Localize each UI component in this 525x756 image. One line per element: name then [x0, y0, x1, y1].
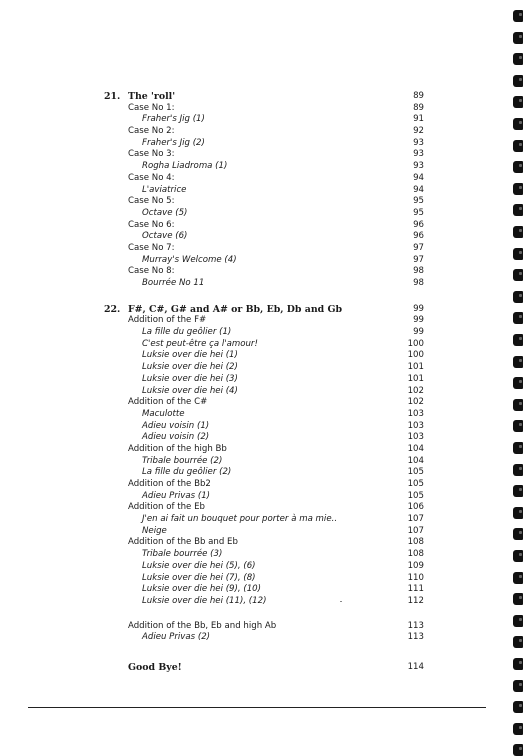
binding-ring — [513, 550, 523, 562]
toc-tune-entry — [104, 421, 424, 433]
entry-label: Case No 2: — [128, 126, 175, 137]
page-number: 105 — [407, 467, 424, 478]
entry-label: Adieu Privas (2) — [142, 632, 211, 643]
toc-tune-entry — [104, 327, 424, 339]
page-number: 95 — [413, 196, 424, 207]
page-number: 100 — [407, 350, 424, 361]
toc-subheading — [104, 243, 424, 255]
toc-tune-entry — [104, 350, 424, 362]
binding-ring — [513, 204, 523, 216]
page-number: 110 — [407, 572, 424, 583]
page-number: 96 — [413, 219, 424, 230]
binding-ring — [513, 183, 523, 195]
entry-label: Addition of the C# — [128, 397, 208, 408]
entry-label: Luksie over die hei (4) — [142, 385, 238, 396]
page-number: 94 — [413, 184, 424, 195]
section-title: F#, C#, G# and A# or Bb, Eb, Db and Gb — [128, 303, 343, 315]
binding-ring — [513, 442, 523, 454]
page-number: 104 — [407, 455, 424, 466]
page-number: 93 — [413, 137, 424, 148]
entry-label: Octave (5) — [142, 207, 188, 218]
page-number: 109 — [407, 560, 424, 571]
page-number: 105 — [407, 479, 424, 489]
binding-ring — [513, 312, 523, 324]
toc-tune-entry — [104, 596, 424, 608]
toc-tune-entry — [104, 526, 424, 538]
binding-ring — [513, 658, 523, 670]
toc-tune-entry — [104, 362, 424, 374]
toc-subheading — [104, 444, 424, 456]
binding-ring — [513, 744, 523, 756]
print-speck — [340, 601, 342, 602]
page-number: 108 — [407, 549, 424, 560]
entry-label: Luksie over die hei (1) — [142, 350, 238, 361]
entry-label: L'aviatrice — [142, 184, 187, 195]
page-number: 101 — [407, 373, 424, 384]
section-heading — [104, 304, 424, 316]
page-number: 89 — [413, 91, 424, 101]
page-number: 98 — [413, 278, 424, 288]
entry-label: Luksie over die hei (7), (8) — [142, 572, 256, 583]
toc-tune-entry — [104, 374, 424, 386]
page-number: 100 — [407, 338, 424, 349]
toc-tune-entry — [104, 456, 424, 468]
page-number: 99 — [413, 303, 424, 314]
toc-tune-entry — [104, 255, 424, 267]
page-number: 93 — [413, 149, 424, 160]
entry-label: La fille du geôlier (1) — [142, 327, 232, 338]
page-number: 91 — [413, 114, 424, 125]
entry-label: Luksie over die hei (3) — [142, 373, 238, 384]
page-number: 89 — [413, 102, 424, 113]
entry-label: Octave (6) — [142, 231, 188, 242]
section-heading — [104, 662, 424, 674]
page-number: 103 — [407, 420, 424, 431]
binding-ring — [513, 636, 523, 648]
toc-subheading — [104, 266, 424, 278]
entry-label: Addition of the Bb, Eb and high Ab — [128, 620, 277, 631]
page-number: 107 — [407, 525, 424, 536]
page-number: 114 — [407, 661, 424, 672]
entry-label: Luksie over die hei (9), (10) — [142, 584, 261, 595]
toc-subheading — [104, 220, 424, 232]
entry-label: Case No 1: — [128, 102, 175, 113]
toc-subheading — [104, 149, 424, 161]
entry-label: Addition of the Bb2 — [128, 479, 211, 489]
binding-ring — [513, 528, 523, 540]
toc-tune-entry — [104, 231, 424, 243]
entry-label: Case No 3: — [128, 149, 175, 160]
toc-tune-entry — [104, 491, 424, 503]
toc-subheading — [104, 621, 424, 633]
entry-label: Addition of the Eb — [128, 502, 205, 513]
binding-ring — [513, 399, 523, 411]
entry-label: Adieu voisin (2) — [142, 432, 210, 443]
entry-label: Case No 7: — [128, 242, 175, 253]
page-number: 106 — [407, 502, 424, 513]
page-number: 101 — [407, 362, 424, 373]
toc-subheading — [104, 479, 424, 491]
toc-tune-entry — [104, 467, 424, 479]
toc-tune-entry — [104, 514, 424, 526]
toc-tune-entry — [104, 549, 424, 561]
section-title: Good Bye! — [128, 661, 182, 673]
entry-label: Addition of the F# — [128, 315, 207, 326]
entry-label: Fraher's Jig (1) — [142, 114, 205, 125]
binding-ring — [513, 32, 523, 44]
binding-ring — [513, 420, 523, 432]
page-number: 103 — [407, 408, 424, 419]
binding-ring — [513, 701, 523, 713]
bottom-rule — [28, 707, 486, 708]
toc-section — [104, 662, 424, 674]
page-number: 107 — [407, 514, 424, 525]
toc-subheading — [104, 103, 424, 115]
entry-label: Fraher's Jig (2) — [142, 137, 205, 148]
page-number: 111 — [407, 584, 424, 595]
table-of-contents — [104, 91, 424, 674]
entry-label: Luksie over die hei (2) — [142, 362, 238, 373]
entry-label: Luksie over die hei (5), (6) — [142, 560, 256, 571]
toc-tune-entry — [104, 573, 424, 585]
page-number: 102 — [407, 385, 424, 396]
binding-ring — [513, 507, 523, 519]
binding-ring — [513, 572, 523, 584]
toc-subheading — [104, 196, 424, 208]
page-number: 112 — [407, 595, 424, 606]
binding-ring — [513, 96, 523, 108]
toc-tune-entry — [104, 138, 424, 150]
binding-ring — [513, 723, 523, 735]
binding-ring — [513, 10, 523, 22]
binding-ring — [513, 377, 523, 389]
toc-tune-entry — [104, 339, 424, 351]
page-number: 97 — [413, 242, 424, 253]
toc-tune-entry — [104, 208, 424, 220]
binding-ring — [513, 161, 523, 173]
entry-label: Bourrée No 11 — [142, 278, 205, 288]
toc-tune-entry — [104, 161, 424, 173]
page-number: 108 — [407, 537, 424, 548]
page-number: 96 — [413, 231, 424, 242]
page-number: 92 — [413, 126, 424, 137]
entry-label: Maculotte — [142, 408, 185, 419]
section-title: The 'roll' — [128, 91, 176, 102]
entry-label: Addition of the Bb and Eb — [128, 537, 238, 548]
binding-ring — [513, 356, 523, 368]
toc-subheading — [104, 126, 424, 138]
entry-label: Luksie over die hei (11), (12) — [142, 595, 267, 606]
entry-label: Adieu voisin (1) — [142, 420, 210, 431]
section-heading — [104, 91, 424, 103]
toc-subheading — [104, 502, 424, 514]
toc-section — [104, 304, 424, 644]
section-number: 22. — [104, 303, 121, 315]
binding-ring — [513, 53, 523, 65]
toc-tune-entry — [104, 114, 424, 126]
binding-ring — [513, 269, 523, 281]
toc-tune-entry — [104, 584, 424, 596]
page-number: 104 — [407, 443, 424, 454]
toc-subheading — [104, 173, 424, 185]
page-number: 97 — [413, 254, 424, 265]
binding-ring — [513, 593, 523, 605]
binding-ring — [513, 334, 523, 346]
toc-tune-entry — [104, 432, 424, 444]
entry-label: Tribale bourrée (2) — [142, 455, 223, 466]
binding-ring — [513, 615, 523, 627]
page-number: 99 — [413, 327, 424, 338]
page-number: 102 — [407, 397, 424, 408]
page-number: 99 — [413, 315, 424, 326]
page-number: 94 — [413, 172, 424, 183]
toc-subheading — [104, 537, 424, 549]
section-number: 21. — [104, 91, 121, 102]
binding-ring — [513, 485, 523, 497]
binding-ring — [513, 291, 523, 303]
toc-tune-entry — [104, 409, 424, 421]
page-number: 93 — [413, 161, 424, 172]
page-number: 105 — [407, 490, 424, 501]
entry-label: Tribale bourrée (3) — [142, 549, 223, 560]
page-number: 113 — [407, 632, 424, 643]
entry-label: Adieu Privas (1) — [142, 490, 211, 501]
toc-tune-entry — [104, 632, 424, 644]
binding-ring — [513, 118, 523, 130]
page-number: 103 — [407, 432, 424, 443]
spiral-binding — [511, 0, 525, 750]
entry-label: Murray's Welcome (4) — [142, 254, 237, 265]
toc-tune-entry — [104, 185, 424, 197]
entry-label: C'est peut-être ça l'amour! — [142, 338, 258, 349]
binding-ring — [513, 75, 523, 87]
entry-label: Rogha Liadroma (1) — [142, 161, 228, 172]
toc-section — [104, 91, 424, 290]
entry-label: Case No 8: — [128, 266, 175, 277]
toc-subheading — [104, 397, 424, 409]
entry-label: Case No 6: — [128, 219, 175, 230]
entry-label: Neige — [142, 525, 167, 536]
page-number: 95 — [413, 207, 424, 218]
entry-label: Case No 4: — [128, 172, 175, 183]
toc-tune-entry — [104, 278, 424, 290]
page-number: 98 — [413, 266, 424, 277]
entry-label: La fille du geôlier (2) — [142, 467, 232, 478]
binding-ring — [513, 464, 523, 476]
binding-ring — [513, 226, 523, 238]
page-number: 113 — [407, 620, 424, 631]
toc-tune-entry — [104, 386, 424, 398]
binding-ring — [513, 248, 523, 260]
binding-ring — [513, 680, 523, 692]
toc-subheading — [104, 315, 424, 327]
entry-label: Case No 5: — [128, 196, 175, 207]
toc-tune-entry — [104, 561, 424, 573]
entry-label: J'en ai fait un bouquet pour porter à ma mie.. — [142, 514, 338, 525]
binding-ring — [513, 140, 523, 152]
entry-label: Addition of the high Bb — [128, 443, 227, 454]
